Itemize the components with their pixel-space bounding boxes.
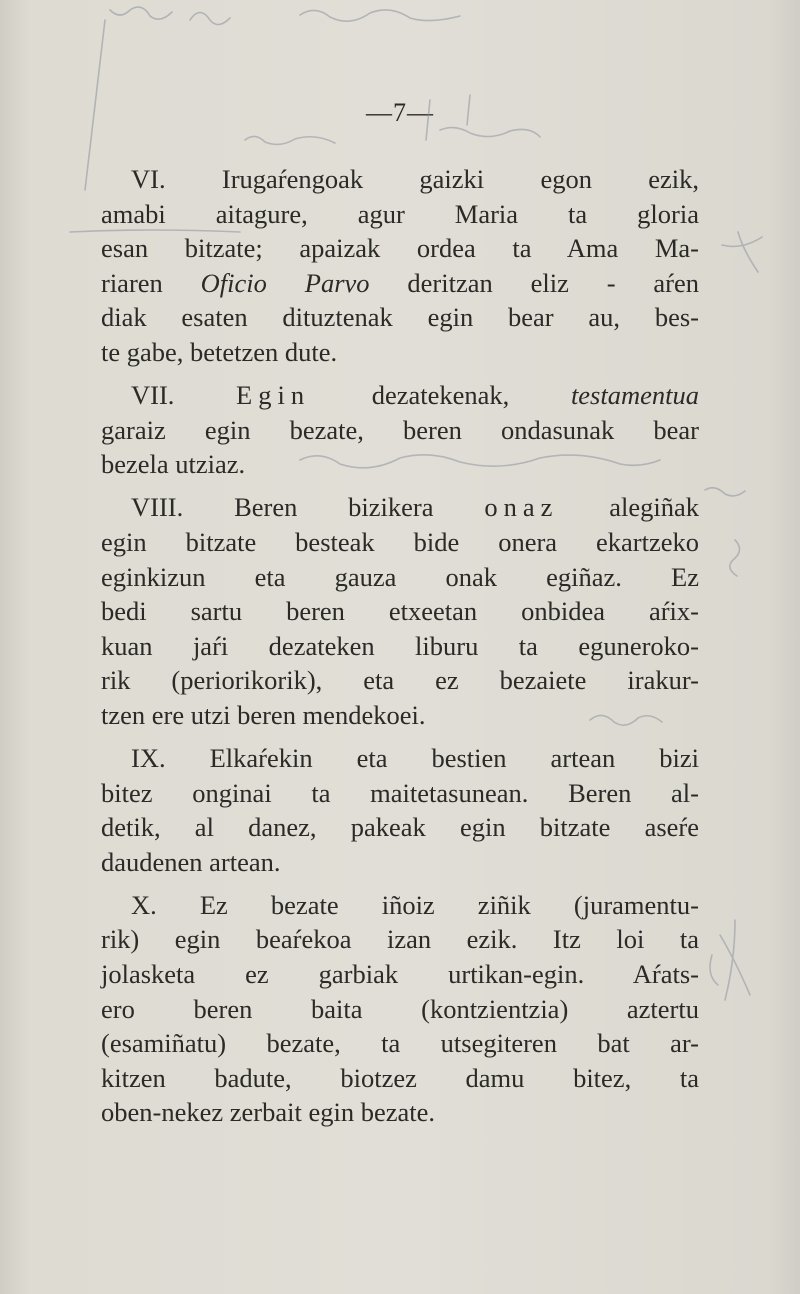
paragraph: [101, 888, 699, 1130]
text-segment: kuan jaŕi dezateken liburu ta egunerokо-: [101, 630, 699, 661]
paragraph: [101, 162, 699, 370]
text-line: [101, 957, 699, 992]
text-line: [101, 266, 699, 301]
text-segment: IX. Elkaŕekin eta bestien artean bizi: [131, 743, 699, 773]
text-segment: eginkizun eta gauza onak egiñaz. Ez: [101, 561, 699, 592]
text-segment: jolasketa ez garbiak urtikan-egin. Aŕats-: [101, 959, 699, 990]
text-segment: VII.: [131, 380, 237, 411]
text-segment: alegiñak: [558, 492, 699, 523]
text-line: [101, 197, 699, 232]
text-line: [101, 300, 699, 335]
text-segment: VI. Irugaŕengoak gaizki egon ezik,: [131, 164, 699, 194]
text-segment: te gabe, betetzen dute.: [101, 336, 338, 367]
text-segment: tzen ere utzi beren mendekoei.: [101, 699, 426, 730]
text-line: [101, 378, 699, 413]
text-line: [101, 888, 699, 923]
text-segment: ero beren baita (kontzientzia) aztertu: [101, 993, 699, 1024]
text-segment: diak esaten dituztenak egin bear au, bes-: [101, 302, 699, 333]
text-line: [101, 1026, 699, 1061]
text-segment: garaiz egin bezate, beren ondasunak bear: [101, 414, 699, 445]
pencil-scribble-top: [110, 7, 460, 24]
paragraph: [101, 378, 699, 482]
body-text: [101, 162, 699, 1139]
text-line: [101, 1095, 699, 1130]
italic-text: Oficio Parvo: [200, 267, 370, 298]
text-line: [101, 698, 699, 733]
text-segment: deritzan eliz - aŕen: [369, 267, 699, 298]
text-line: [101, 845, 699, 880]
text-segment: VIII. Beren bizikera: [131, 492, 485, 523]
text-segment: detik, al danez, pakeak egin bitzate aseŕe: [101, 812, 699, 843]
text-line: [101, 922, 699, 957]
text-line: [101, 992, 699, 1027]
text-line: [101, 231, 699, 266]
text-segment: egin bitzate besteak bide onera ekartzeko: [101, 526, 699, 557]
text-segment: bitez onginai ta maitetasunean. Beren al-: [101, 777, 699, 808]
text-segment: Egin: [236, 380, 311, 411]
text-segment: amabi aitagure, agur Maria ta gloria: [101, 198, 699, 229]
text-line: [101, 525, 699, 560]
text-line: [101, 810, 699, 845]
paragraph: [101, 741, 699, 879]
pencil-x-mark-2: [710, 920, 750, 1000]
text-segment: rik (periorikorik), eta ez bezaiete irakur-: [101, 665, 699, 696]
text-line: [101, 741, 699, 776]
text-segment: X. Ez bezate iñoiz ziñik (juramentu-: [131, 889, 699, 920]
pencil-x-mark-1: [722, 232, 762, 272]
text-segment: rik) egin beaŕekoa izan ezik. Itz loi ta: [101, 924, 699, 955]
text-segment: onaz: [484, 492, 559, 523]
text-segment: bezela utziaz.: [101, 449, 246, 480]
text-line: [101, 447, 699, 482]
text-line: [101, 560, 699, 595]
text-line: [101, 490, 699, 525]
text-line: [101, 594, 699, 629]
paragraph: [101, 490, 699, 732]
text-segment: (esamiñatu) bezate, ta utsegiteren bat ar-: [101, 1028, 699, 1059]
text-line: [101, 776, 699, 811]
text-segment: bedi sartu beren etxeetan onbidea aŕix-: [101, 596, 699, 627]
text-line: [101, 629, 699, 664]
text-line: [101, 162, 699, 197]
text-line: [101, 335, 699, 370]
text-segment: esan bitzate; apaizak ordea ta Ama Ma-: [101, 233, 699, 264]
text-line: [101, 1061, 699, 1096]
text-segment: kitzen badute, biotzez damu bitez, ta: [101, 1062, 699, 1093]
text-segment: daudenen artean.: [101, 846, 281, 877]
text-segment: dezatekenak,: [310, 380, 571, 411]
pencil-curl: [730, 540, 740, 576]
italic-text: testamentua: [570, 380, 699, 411]
text-segment: oben-nekez zerbait egin bezate.: [101, 1097, 435, 1128]
text-segment: riaren: [101, 267, 201, 298]
text-line: [101, 663, 699, 698]
text-line: [101, 413, 699, 448]
page-number: —7—: [366, 98, 434, 127]
